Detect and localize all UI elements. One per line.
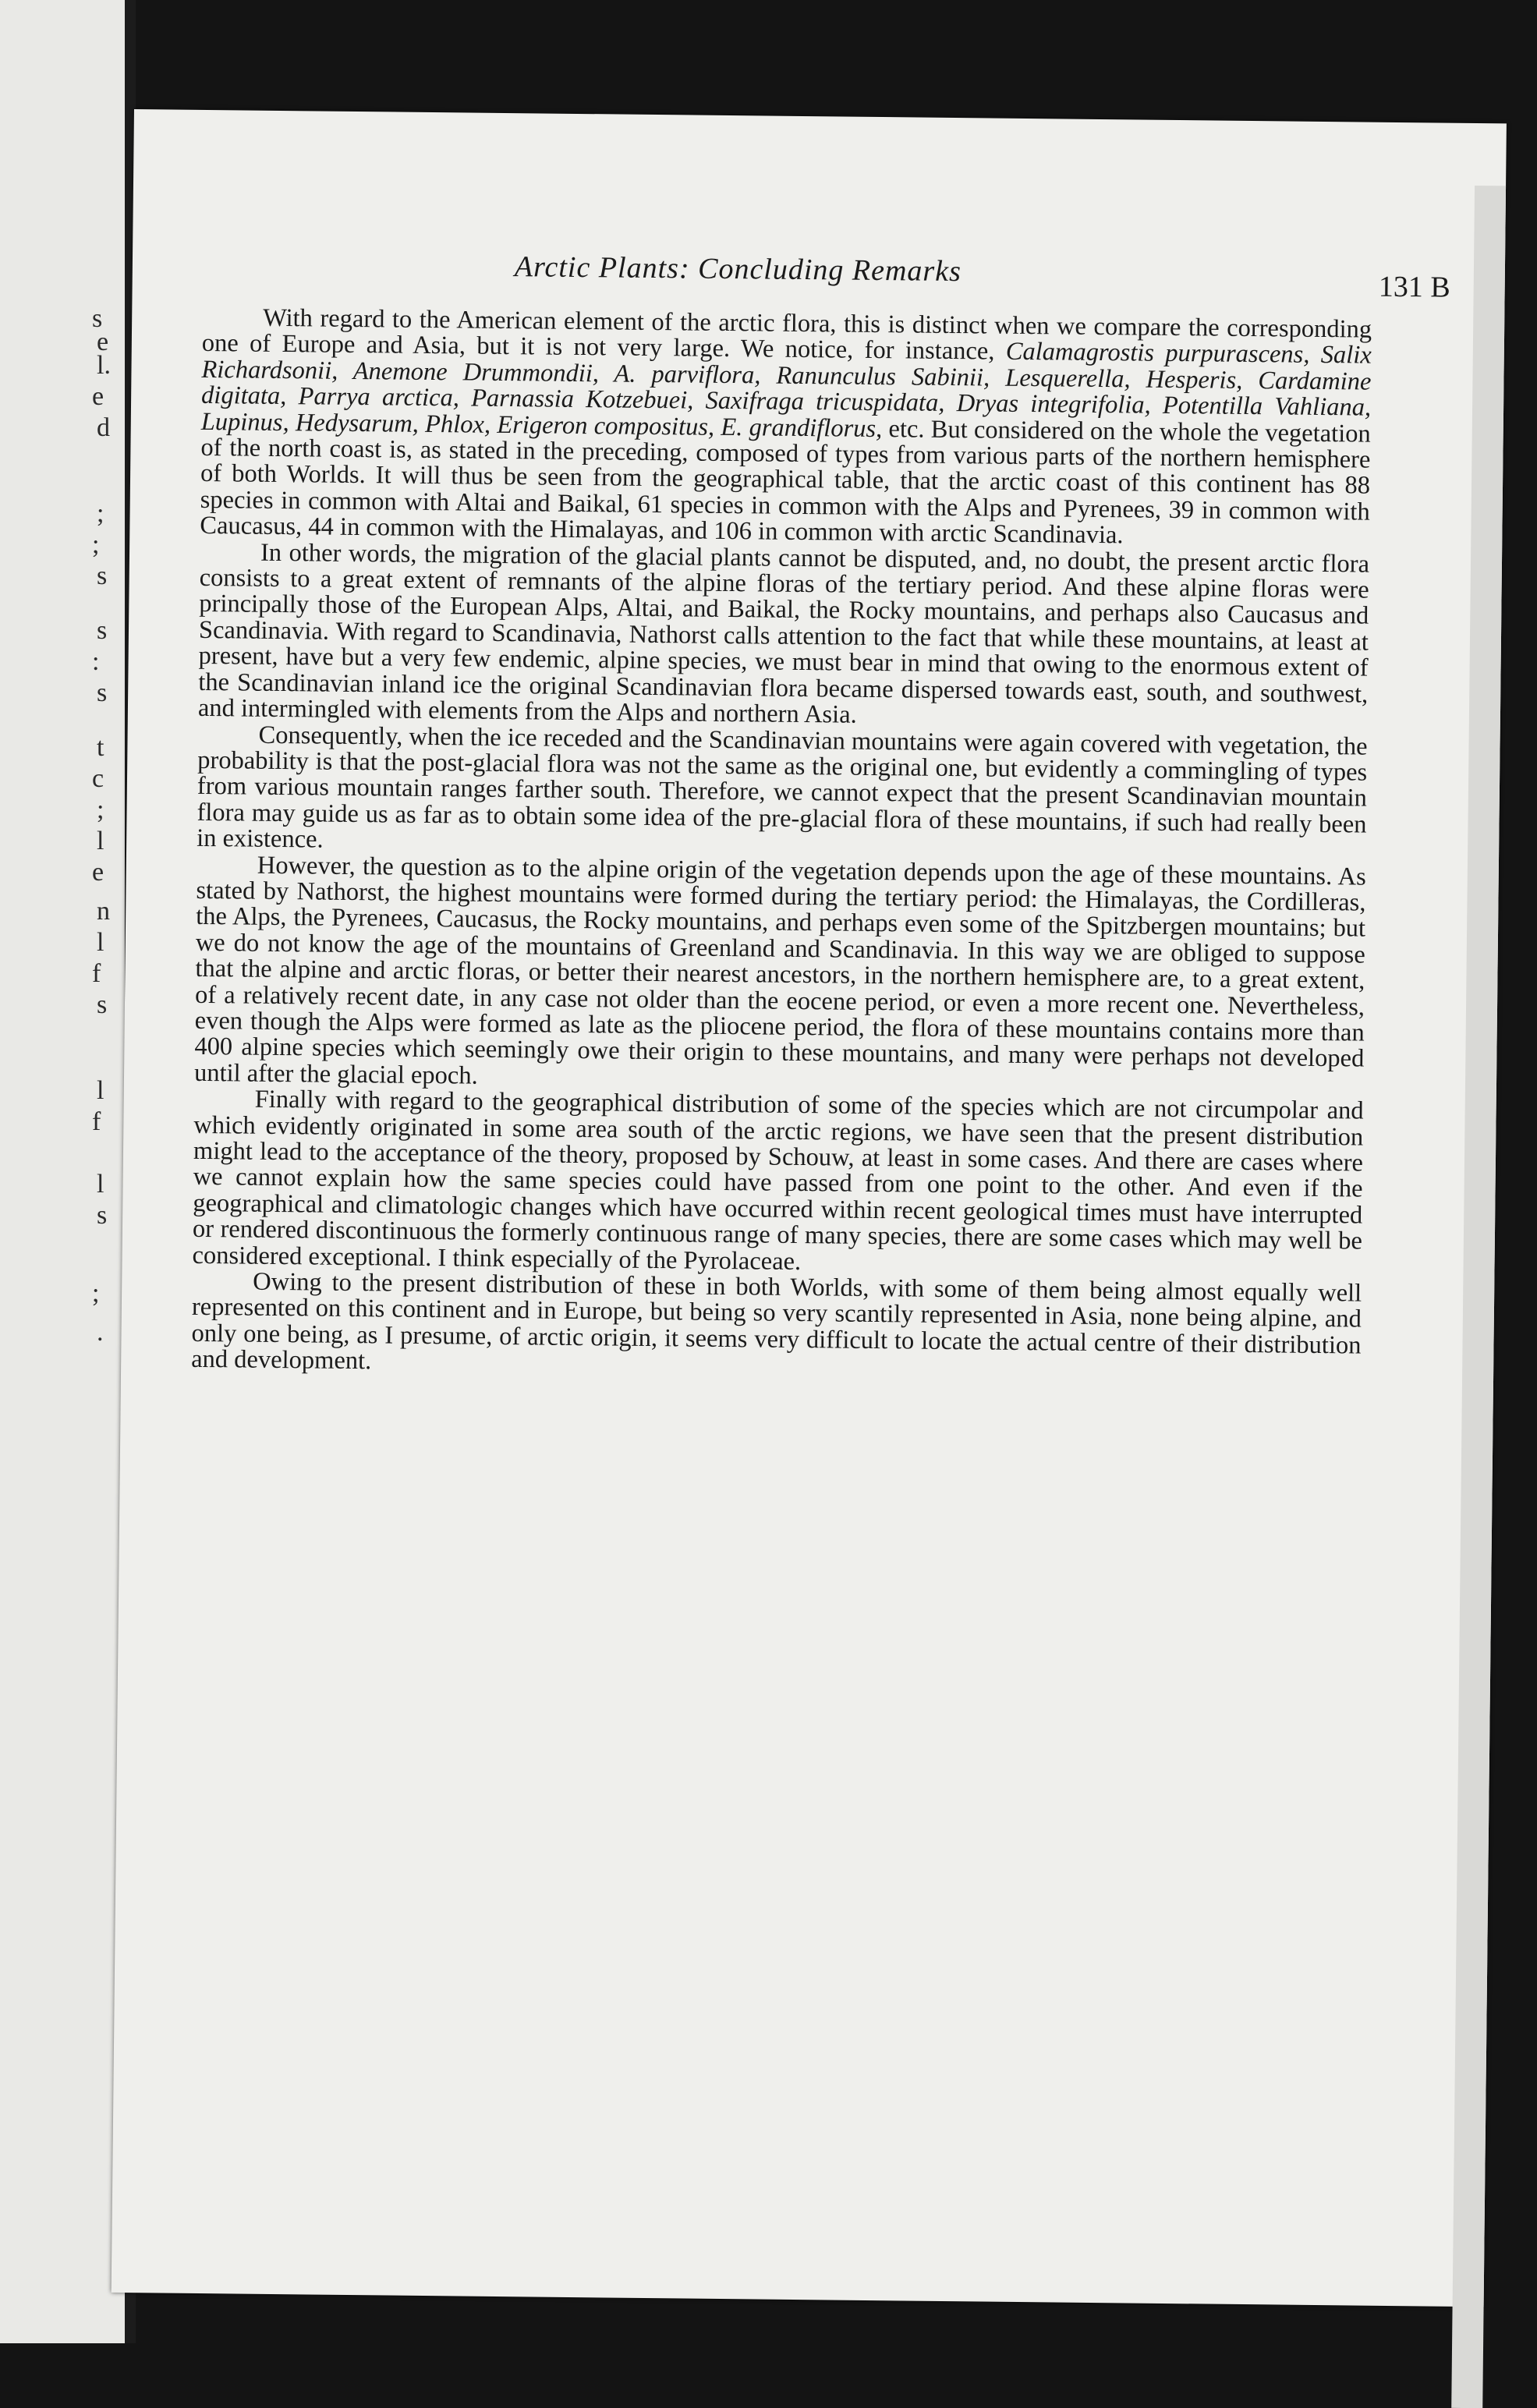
margin-fragment: e	[92, 858, 104, 887]
margin-fragment: s	[92, 304, 103, 333]
paragraph-text: However, the question as to the alpine origin of the vegetation depends upon the age of these mountains. As stated by Nathorst, the highest mountains were formed during the tertiary period: the Himalayas, the Cordilleras, the Alps, the Pyrenees, Caucasus, the Rocky mountains, and perhaps even some of the Spitzbergen mountains; but we do not know the age of the mountains of Greenland and Scandinavia. In this way we are obliged to suppose that the alpine and arctic floras, or better their nearest ancestors, in the northern hemisphere are, to a great extent, of a relatively recent date, in any case not older than the eocene period, or even a more recent one. Nevertheless, even though the Alps were formed as late as the pliocene period, the flora of these mountains contains more than 400 alpine species which seemingly owe their origin to these mountains, and many were perhaps not developed until after the glacial epoch.	[193, 851, 1366, 1090]
margin-fragment: l.	[97, 351, 111, 380]
margin-fragment: c	[92, 764, 104, 793]
paragraph	[197, 721, 1368, 864]
margin-fragment: e	[97, 328, 109, 356]
paragraph-text: With regard to the American element of the arctic flora, this is distinct when we compare the corresponding one of Europe and Asia, but it is not very large. We notice, for instance,	[201, 303, 1372, 367]
paragraph	[200, 305, 1372, 551]
page-header	[133, 246, 1506, 306]
margin-fragment: s	[97, 990, 108, 1019]
margin-fragment: d	[97, 413, 110, 442]
margin-fragment: s	[97, 616, 108, 645]
margin-fragment: l	[97, 1076, 104, 1105]
species-list-italic: Calamagrostis purpurascens, Salix Richardsonii, Anemone Drummondii, A. parviflora, Ranunculus Sabinii, Lesquerella, Hesperis, Cardamine digitata, Parrya arctica, Parnassia Kotzebuei, Saxifraga tricuspidata, Dryas integrifolia, Potentilla Vahliana, Lupinus, Hedysarum, Phlox, Erigeron compositus, E. grandiflorus,	[200, 338, 1372, 443]
margin-fragment: n	[97, 897, 110, 926]
paragraph	[198, 540, 1369, 735]
paragraph	[191, 1269, 1362, 1385]
page-number: 131 B	[1378, 270, 1450, 304]
margin-fragment: ;	[97, 795, 104, 824]
document-page	[112, 109, 1507, 2307]
margin-fragment: ;	[92, 1279, 100, 1308]
paragraph-text: Finally with regard to the geographical distribution of some of the species which are not circumpolar and which evidently originated in some area south of the arctic regions, we have seen that the present distribution might lead to the acceptance of the theory, proposed by Schouw, at least in some cases. And there are cases where we cannot explain how the same species could have passed from one point to the other. And even if the geographical and climatologic changes which have occurred within recent geological times must have interrupted or rendered discontinuous the formerly continuous range of many species, there are some cases which may well be considered exceptional. I think especially of the Pyrolaceae.	[192, 1085, 1364, 1276]
margin-fragment: :	[92, 647, 100, 676]
margin-fragment: s	[97, 678, 108, 707]
paragraph-text: Consequently, when the ice receded and the Scandinavian mountains were again covered with vegetation, the probability is that the post-glacial flora was not the same as the original one, but evidently a commingling of types from various mountain ranges farther south. Therefore, we cannot expect that the present Scandinavian mountain flora may guide us as far as to obtain some idea of the pre-glacial flora of these mountains, if such had really been in existence.	[197, 721, 1368, 854]
margin-fragment: l	[97, 827, 104, 855]
margin-fragment: s	[97, 561, 108, 590]
paragraph-text: Owing to the present distribution of these in both Worlds, with some of them being almost equally well represented on this continent and in Europe, but being so very scantily represented in Asia, none being alpine, and only one being, as I presume, of arctic origin, it seems very difficult to locate the actual centre of their distribution and development.	[191, 1267, 1362, 1376]
margin-fragment: ;	[92, 530, 100, 559]
running-title: Arctic Plants: Concluding Remarks	[514, 250, 962, 289]
adjacent-page-strip	[0, 0, 125, 2343]
paragraph-text: In other words, the migration of the glacial plants cannot be disputed, and, no doubt, the present arctic flora consists to a great extent of remnants of the alpine floras of the tertiary period. And these alpine floras were principally those of the European Alps, Altai, and Baikal, the Rocky mountains, and perhaps also Caucasus and Scandinavia. With regard to Scandinavia, Nathorst calls attention to the fact that while these mountains, at least at present, have but a very few endemic, alpine species, we must bear in mind that owing to the enormous extent of the Scandinavian inland ice the original Scandinavian flora became dispersed towards east, south, and southwest, and intermingled with elements from the Alps and northern Asia.	[197, 538, 1370, 729]
paragraph	[194, 852, 1366, 1098]
paragraph-text: etc. But considered on the whole the vegetation of the north coast is, as stated in the preceding, composed of types from various parts of the northern hemisphere of both Worlds. It will thus be seen from the geographical table, that the arctic coast of this continent has 88 species in common with Altai and Baikal, 61 species in common with the Alps and Pyrenees, 39 in common with Caucasus, 44 in common with the Himalayas, and 106 in common with arctic Scandinavia.	[200, 414, 1371, 550]
margin-fragment: l	[97, 1170, 104, 1199]
margin-fragment: e	[92, 382, 104, 411]
paragraph	[192, 1086, 1363, 1281]
body-text	[191, 305, 1372, 1385]
margin-fragment: s	[97, 1201, 108, 1230]
margin-fragment: l	[97, 928, 104, 957]
page-edge-shadow	[1451, 186, 1506, 2408]
margin-fragment: f	[92, 959, 101, 988]
margin-fragment: .	[97, 1318, 104, 1347]
margin-fragment: f	[92, 1107, 101, 1136]
margin-fragment: t	[97, 733, 104, 762]
margin-fragment: ;	[97, 499, 104, 528]
